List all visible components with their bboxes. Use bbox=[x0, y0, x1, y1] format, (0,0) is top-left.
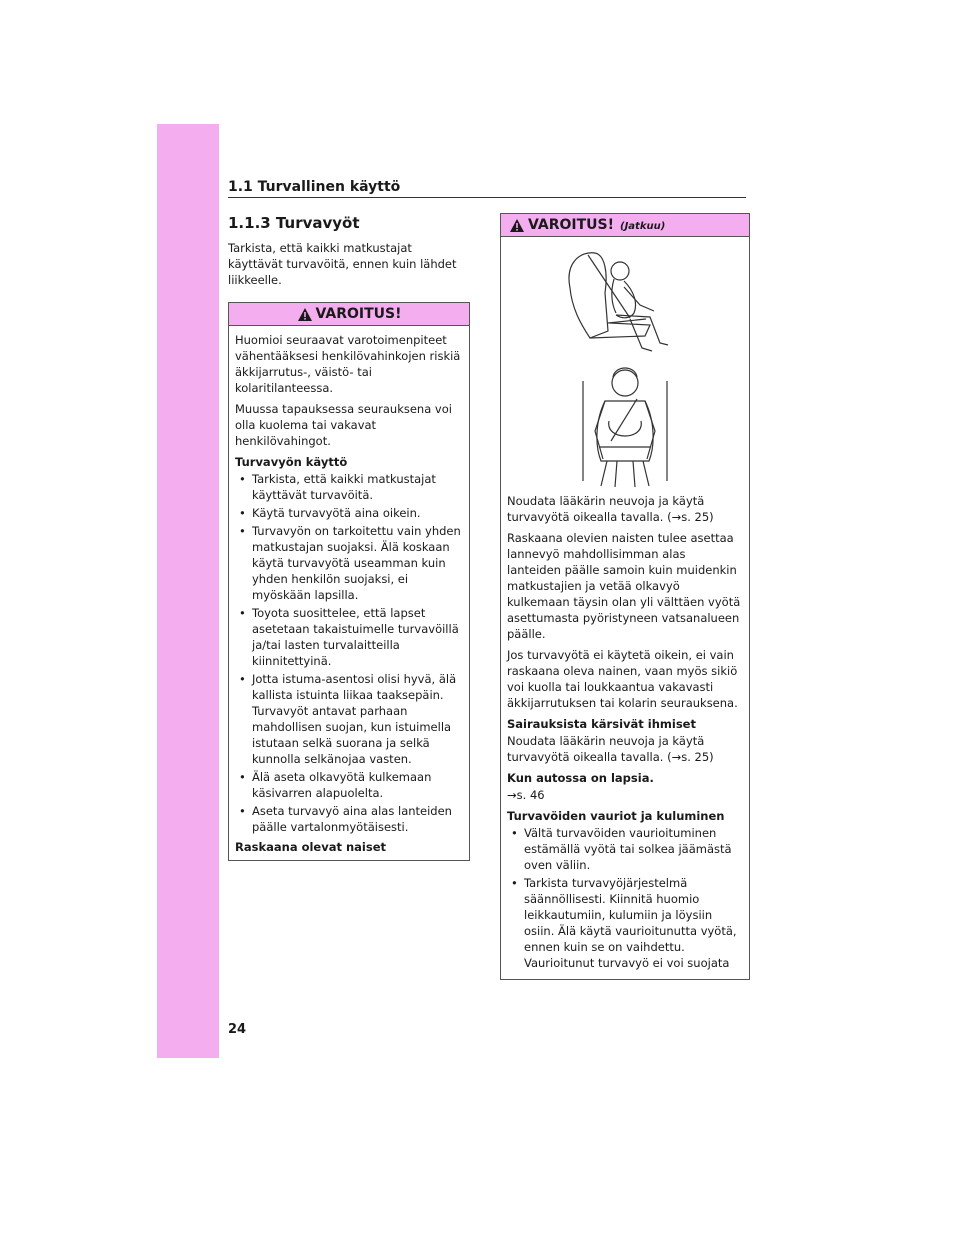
warning-triangle-icon bbox=[509, 218, 525, 233]
warning-subheading: Kun autossa on lapsia. bbox=[507, 771, 654, 785]
warning-subheading: Sairauksista kärsivät ihmiset bbox=[507, 717, 696, 731]
list-item: • Käytä turvavyötä aina oikein. bbox=[235, 505, 463, 521]
warning-body bbox=[501, 237, 749, 979]
page-number: 24 bbox=[228, 1022, 247, 1037]
list-item: • Jotta istuma-asentosi olisi hyvä, älä kallista istuinta liikaa taaksepäin. Turvavyöt antavat parhaan mahdollisen suojan, kun istuimella istutaan selkä suorana ja selkä kunnolla selkänojaa vasten. bbox=[235, 671, 463, 767]
list-item: • Aseta turvavyö aina alas lanteiden päälle vartalonmyötäisesti. bbox=[235, 803, 463, 835]
list-item: • Toyota suosittelee, että lapset asetetaan takaistuimelle turvavöillä ja/tai lasten turvalaitteilla kiinnitettyinä. bbox=[235, 605, 463, 669]
warning-subheading: Turvavyön käyttö bbox=[235, 455, 348, 469]
warning-paragraph: Raskaana olevien naisten tulee asettaa lannevyö mahdollisimman alas lanteiden päälle samoin kuin muidenkin matkustajien ja vetää olkavyö kulkemaan täysin olan yli välttäen vyötä asettumasta pyöristyneen vatsanalueen päälle. bbox=[507, 531, 741, 641]
warning-paragraph: Jos turvavyötä ei käytetä oikein, ei vain raskaana oleva nainen, vaan myös sikiö voi kuolla tai loukkaantua vakavasti äkkijarrutuksen tai kolarin seurauksena. bbox=[507, 648, 738, 710]
warning-paragraph: Muussa tapauksessa seurauksena voi olla kuolema tai vakavat henkilövahingot. bbox=[235, 402, 452, 448]
running-header: 1.1 Turvallinen käyttö bbox=[228, 179, 746, 198]
warning-paragraph: Huomioi seuraavat varotoimenpiteet vähentääksesi henkilövahinkojen riskiä äkkijarrutus-, väistö- tai kolaritilanteessa. bbox=[235, 333, 461, 395]
pregnant-woman-side-view-illustration bbox=[550, 243, 700, 361]
intro-text: Tarkista, että kaikki matkustajat käyttävät turvavöitä, ennen kuin lähdet liikkeelle. bbox=[228, 241, 457, 287]
list-item: • Tarkista, että kaikki matkustajat käyttävät turvavöitä. bbox=[235, 471, 463, 503]
warning-title: VAROITUS! bbox=[528, 217, 614, 233]
warning-box-1 bbox=[228, 302, 470, 861]
list-item: • Vältä turvavöiden vaurioituminen estämällä vyötä tai solkea jäämästä oven väliin. bbox=[507, 825, 743, 873]
list-item: • Turvavyön on tarkoitettu vain yhden matkustajan suojaksi. Älä koskaan käytä turvavyötä useamman kuin yhden henkilön suojaksi, ei myöskään lapsilla. bbox=[235, 523, 463, 603]
bullet-list bbox=[235, 471, 463, 835]
warning-box-2 bbox=[500, 213, 750, 980]
warning-paragraph: Noudata lääkärin neuvoja ja käytä turvavyötä oikealla tavalla. (→s. 25) bbox=[507, 734, 714, 764]
side-color-tab bbox=[157, 124, 219, 1058]
warning-header bbox=[229, 303, 469, 326]
left-column bbox=[228, 214, 470, 861]
cross-reference: →s. 46 bbox=[507, 788, 545, 802]
list-item: • Älä aseta olkavyötä kulkemaan käsivarren alapuolelta. bbox=[235, 769, 463, 801]
warning-subheading: Raskaana olevat naiset bbox=[235, 840, 387, 854]
list-item: • Tarkista turvavyöjärjestelmä säännöllisesti. Kiinnitä huomio leikkautumiin, kulumiin ja löysiin osiin. Älä käytä vaurioitunutta vyötä, ennen kuin se on vaihdettu. Vaurioitunut turvavyö ei voi suojata bbox=[507, 875, 743, 971]
warning-body bbox=[229, 326, 469, 860]
warning-title: VAROITUS! bbox=[315, 306, 402, 322]
warning-paragraph: Noudata lääkärin neuvoja ja käytä turvavyötä oikealla tavalla. (→s. 25) bbox=[507, 494, 714, 524]
section-title: 1.1.3 Turvavyöt bbox=[228, 214, 360, 232]
bullet-list bbox=[507, 825, 743, 971]
continued-label: (Jatkuu) bbox=[620, 220, 666, 232]
warning-header bbox=[501, 214, 749, 237]
warning-subheading: Turvavöiden vauriot ja kuluminen bbox=[507, 809, 725, 823]
pregnant-woman-front-view-illustration bbox=[565, 361, 685, 493]
warning-triangle-icon bbox=[297, 307, 313, 322]
